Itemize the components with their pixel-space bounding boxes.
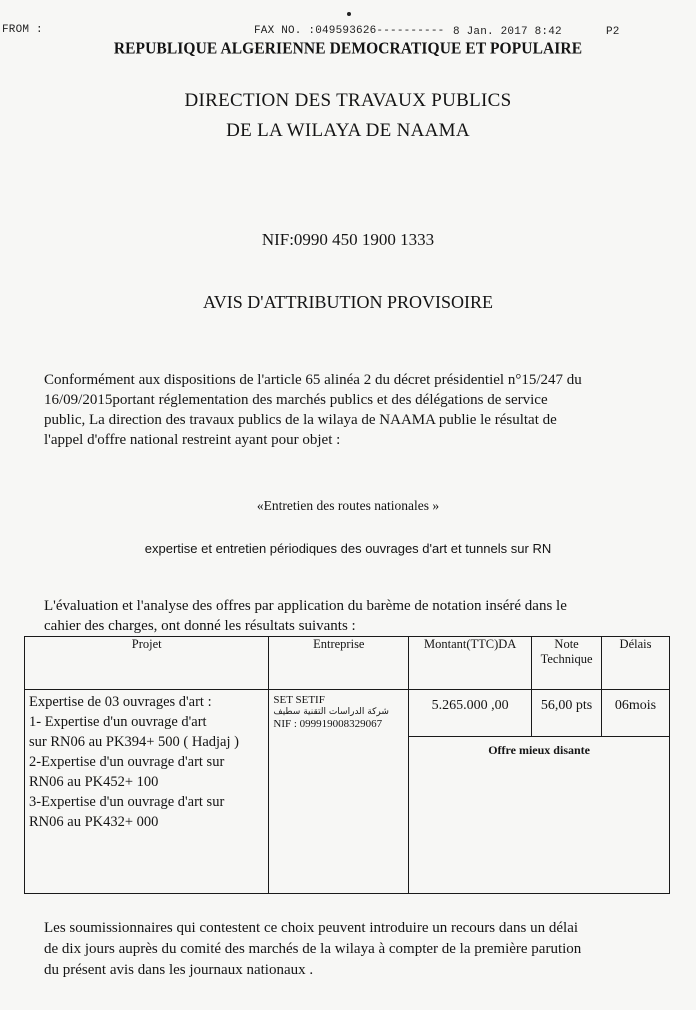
- intro-line: l'appel d'offre national restreint ayant pour objet :: [44, 432, 341, 448]
- footer-line: de dix jours auprès du comité des marchés de la wilaya à compter de la première parution: [44, 941, 582, 957]
- projet-line: 1- Expertise d'un ouvrage d'art: [29, 714, 207, 730]
- header-projet: Projet: [25, 637, 269, 690]
- fax-date: 8 Jan. 2017 8:42: [453, 26, 562, 38]
- projet-line: Expertise de 03 ouvrages d'art :: [29, 694, 212, 710]
- evaluation-paragraph: [44, 596, 656, 636]
- cell-entreprise: [269, 690, 409, 894]
- scan-speck: [347, 12, 351, 16]
- cell-montant: 5.265.000 ,00: [409, 690, 532, 737]
- entreprise-arabic-name: شركة الدراسات التقنية سطيف: [273, 707, 389, 717]
- evaluation-line: L'évaluation et l'analyse des offres par application du barème de notation inséré dans le: [44, 598, 567, 614]
- fax-page: P2: [606, 26, 620, 38]
- header-note-line2: Technique: [540, 652, 593, 666]
- intro-line: 16/09/2015portant réglementation des marchés publics et des délégations de service: [44, 392, 548, 408]
- intro-paragraph: [44, 370, 656, 450]
- direction-line-2: DE LA WILAYA DE NAAMA: [226, 120, 470, 141]
- intro-line: public, La direction des travaux publics de la wilaya de NAAMA publie le résultat de: [44, 412, 557, 428]
- header-montant: Montant(TTC)DA: [409, 637, 532, 690]
- evaluation-line: cahier des charges, ont donné les résultats suivants :: [44, 618, 356, 634]
- table-row: [25, 690, 670, 737]
- document-title: AVIS D'ATTRIBUTION PROVISOIRE: [203, 292, 493, 312]
- cell-mention: Offre mieux disante: [409, 737, 670, 894]
- direction-line-1: DIRECTION DES TRAVAUX PUBLICS: [184, 90, 512, 111]
- footer-paragraph: [44, 918, 660, 981]
- cell-projet: [25, 690, 269, 894]
- fax-from-label: FROM :: [2, 24, 43, 36]
- projet-line: 2-Expertise d'un ouvrage d'art sur: [29, 754, 225, 770]
- fax-number: FAX NO. :049593626----------: [254, 25, 445, 37]
- object-title: «Entretien des routes nationales »: [256, 498, 440, 513]
- projet-line: RN06 au PK432+ 000: [29, 814, 159, 830]
- table-header-row: [25, 637, 670, 690]
- entreprise-name: SET SETIF: [273, 694, 325, 706]
- header-note-line1: Note: [554, 637, 579, 651]
- projet-line: RN06 au PK452+ 100: [29, 774, 159, 790]
- cell-note: 56,00 pts: [532, 690, 602, 737]
- projet-line: 3-Expertise d'un ouvrage d'art sur: [29, 794, 225, 810]
- entreprise-nif: NIF : 099919008329067: [273, 718, 383, 730]
- intro-line: Conformément aux dispositions de l'article 65 alinéa 2 du décret présidentiel n°15/247 du: [44, 372, 582, 388]
- nif-number: NIF:0990 450 1900 1333: [261, 230, 435, 249]
- footer-line: du présent avis dans les journaux nationaux .: [44, 962, 314, 978]
- cell-delais: 06mois: [602, 690, 670, 737]
- results-table: [24, 636, 670, 894]
- header-delais: Délais: [602, 637, 670, 690]
- republic-heading: REPUBLIQUE ALGERIENNE DEMOCRATIQUE ET POPULAIRE: [113, 39, 583, 58]
- header-note: [532, 637, 602, 690]
- header-entreprise: Entreprise: [269, 637, 409, 690]
- object-subtitle: expertise et entretien périodiques des ouvrages d'art et tunnels sur RN: [144, 541, 552, 556]
- footer-line: Les soumissionnaires qui contestent ce choix peuvent introduire un recours dans un délai: [44, 920, 579, 936]
- projet-line: sur RN06 au PK394+ 500 ( Hadjaj ): [29, 734, 239, 750]
